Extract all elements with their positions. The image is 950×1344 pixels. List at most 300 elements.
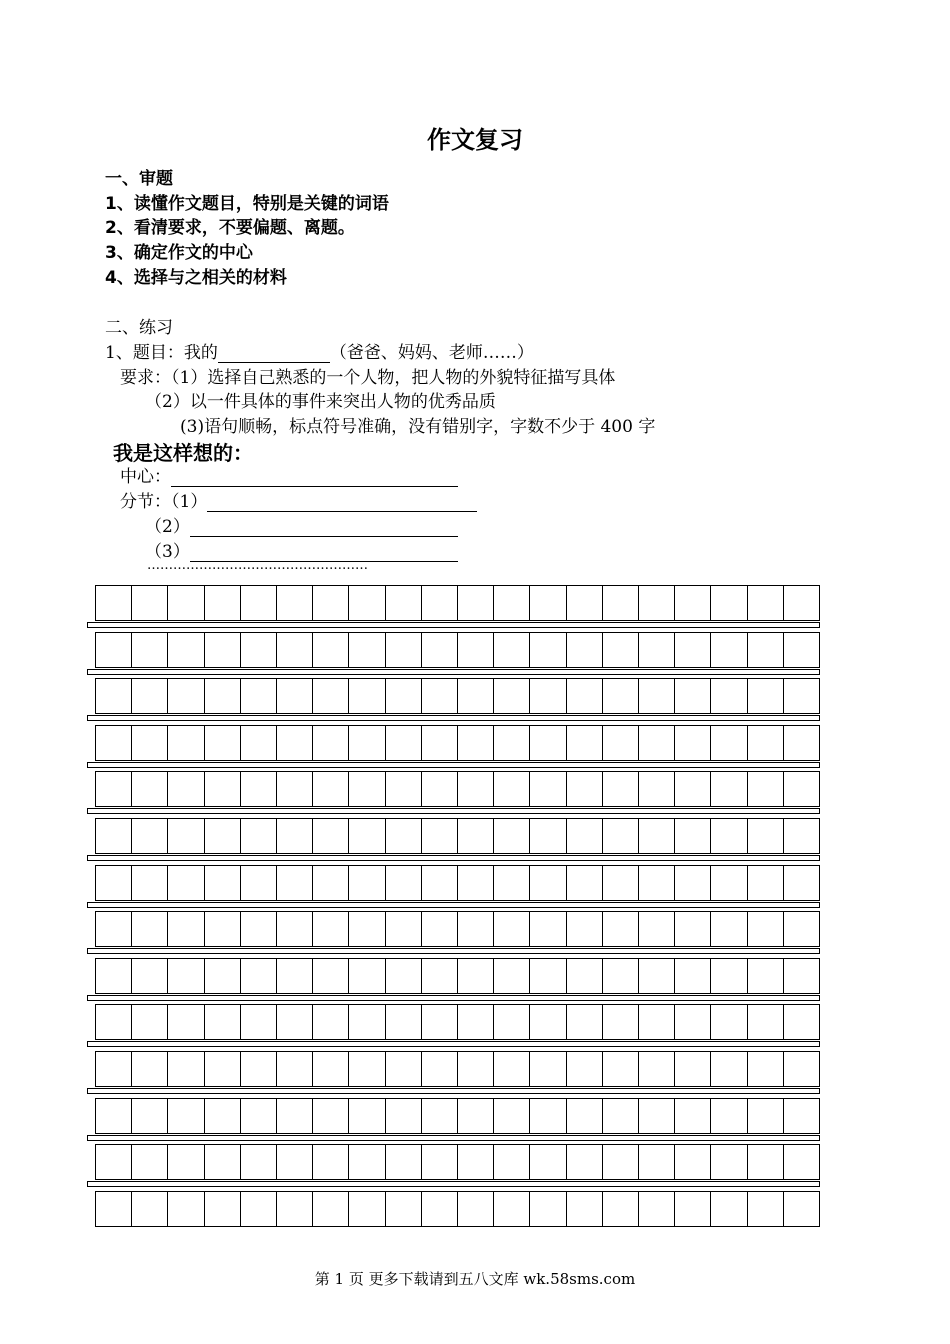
grid-cell[interactable]	[96, 772, 132, 806]
grid-cell[interactable]	[784, 1052, 819, 1086]
grid-cell[interactable]	[168, 772, 204, 806]
grid-cell[interactable]	[711, 866, 747, 900]
grid-cell[interactable]	[603, 912, 639, 946]
grid-cell[interactable]	[603, 959, 639, 993]
grid-cell[interactable]	[639, 633, 675, 667]
grid-cell[interactable]	[458, 726, 494, 760]
grid-cell[interactable]	[349, 772, 385, 806]
grid-cell[interactable]	[458, 912, 494, 946]
grid-cell[interactable]	[530, 1145, 566, 1179]
center-label: 中心：	[120, 467, 171, 487]
grid-row-separator	[87, 1181, 820, 1187]
grid-cell[interactable]	[530, 1192, 566, 1226]
grid-cell[interactable]	[96, 1099, 132, 1133]
grid-cell[interactable]	[313, 679, 349, 713]
grid-cell[interactable]	[458, 1005, 494, 1039]
grid-cell[interactable]	[422, 726, 458, 760]
grid-cell[interactable]	[748, 912, 784, 946]
grid-cell[interactable]	[748, 1052, 784, 1086]
grid-cell[interactable]	[132, 1192, 168, 1226]
grid-cell[interactable]	[205, 1145, 241, 1179]
grid-cell[interactable]	[603, 586, 639, 620]
grid-cell[interactable]	[277, 866, 313, 900]
grid-cell[interactable]	[748, 866, 784, 900]
grid-cell[interactable]	[349, 1005, 385, 1039]
grid-cell[interactable]	[168, 819, 204, 853]
grid-cell[interactable]	[277, 772, 313, 806]
grid-cell[interactable]	[711, 586, 747, 620]
grid-cell[interactable]	[748, 819, 784, 853]
grid-cell[interactable]	[349, 912, 385, 946]
grid-cell[interactable]	[639, 866, 675, 900]
grid-cell[interactable]	[567, 1052, 603, 1086]
grid-cell[interactable]	[132, 726, 168, 760]
grid-cell[interactable]	[168, 912, 204, 946]
grid-cell[interactable]	[386, 586, 422, 620]
grid-cell[interactable]	[784, 586, 819, 620]
grid-cell[interactable]	[458, 1145, 494, 1179]
topic-blank[interactable]	[218, 344, 330, 363]
grid-cell[interactable]	[530, 1099, 566, 1133]
grid-cell[interactable]	[530, 679, 566, 713]
grid-row-separator	[87, 669, 820, 675]
grid-cell[interactable]	[748, 586, 784, 620]
grid-cell[interactable]	[748, 1192, 784, 1226]
grid-cell[interactable]	[205, 819, 241, 853]
grid-cell[interactable]	[494, 1192, 530, 1226]
grid-cell[interactable]	[168, 1099, 204, 1133]
grid-cell[interactable]	[494, 772, 530, 806]
grid-cell[interactable]	[494, 633, 530, 667]
grid-cell[interactable]	[639, 959, 675, 993]
grid-cell[interactable]	[748, 772, 784, 806]
grid-cell[interactable]	[386, 772, 422, 806]
grid-cell[interactable]	[675, 772, 711, 806]
grid-cell[interactable]	[422, 633, 458, 667]
grid-cell[interactable]	[639, 1099, 675, 1133]
grid-cell[interactable]	[386, 959, 422, 993]
grid-cell[interactable]	[639, 1192, 675, 1226]
grid-cell[interactable]	[386, 633, 422, 667]
grid-row	[95, 771, 820, 807]
grid-cell[interactable]	[711, 726, 747, 760]
grid-cell[interactable]	[748, 1145, 784, 1179]
grid-cell[interactable]	[132, 959, 168, 993]
grid-cell[interactable]	[675, 1145, 711, 1179]
grid-cell[interactable]	[639, 772, 675, 806]
grid-cell[interactable]	[639, 1145, 675, 1179]
grid-cell[interactable]	[205, 726, 241, 760]
grid-cell[interactable]	[168, 1145, 204, 1179]
grid-cell[interactable]	[422, 866, 458, 900]
grid-cell[interactable]	[422, 1005, 458, 1039]
grid-cell[interactable]	[96, 679, 132, 713]
grid-cell[interactable]	[96, 912, 132, 946]
grid-cell[interactable]	[494, 1005, 530, 1039]
grid-row	[95, 1144, 820, 1180]
grid-cell[interactable]	[784, 1005, 819, 1039]
grid-cell[interactable]	[458, 586, 494, 620]
grid-cell[interactable]	[711, 1005, 747, 1039]
grid-cell[interactable]	[313, 633, 349, 667]
grid-cell[interactable]	[567, 586, 603, 620]
grid-cell[interactable]	[567, 866, 603, 900]
grid-cell[interactable]	[205, 959, 241, 993]
grid-cell[interactable]	[349, 819, 385, 853]
grid-cell[interactable]	[748, 726, 784, 760]
grid-cell[interactable]	[567, 1005, 603, 1039]
grid-cell[interactable]	[603, 866, 639, 900]
grid-cell[interactable]	[422, 586, 458, 620]
grid-cell[interactable]	[675, 633, 711, 667]
grid-cell[interactable]	[205, 679, 241, 713]
grid-cell[interactable]	[422, 959, 458, 993]
grid-cell[interactable]	[422, 1192, 458, 1226]
grid-cell[interactable]	[132, 819, 168, 853]
ellipsis: ……………………………………………	[147, 558, 368, 573]
grid-cell[interactable]	[277, 912, 313, 946]
grid-cell[interactable]	[313, 586, 349, 620]
grid-cell[interactable]	[205, 772, 241, 806]
grid-cell[interactable]	[784, 1192, 819, 1226]
section-3-label: （3）	[145, 542, 190, 562]
grid-cell[interactable]	[675, 586, 711, 620]
grid-cell[interactable]	[168, 679, 204, 713]
grid-cell[interactable]	[277, 1099, 313, 1133]
grid-cell[interactable]	[96, 1145, 132, 1179]
grid-cell[interactable]	[241, 726, 277, 760]
grid-cell[interactable]	[458, 959, 494, 993]
grid-cell[interactable]	[205, 1192, 241, 1226]
grid-cell[interactable]	[784, 633, 819, 667]
page-footer: 第 1 页 更多下载请到五八文库 wk.58sms.com	[314, 1270, 636, 1288]
grid-cell[interactable]	[313, 866, 349, 900]
grid-cell[interactable]	[784, 1099, 819, 1133]
grid-cell[interactable]	[530, 959, 566, 993]
grid-cell[interactable]	[603, 679, 639, 713]
grid-row	[95, 1051, 820, 1087]
grid-cell[interactable]	[530, 819, 566, 853]
grid-cell[interactable]	[530, 1052, 566, 1086]
grid-cell[interactable]	[458, 819, 494, 853]
grid-cell[interactable]	[784, 679, 819, 713]
grid-cell[interactable]	[132, 772, 168, 806]
grid-cell[interactable]	[277, 586, 313, 620]
grid-cell[interactable]	[422, 679, 458, 713]
grid-cell[interactable]	[567, 772, 603, 806]
grid-cell[interactable]	[458, 1192, 494, 1226]
grid-cell[interactable]	[349, 586, 385, 620]
grid-cell[interactable]	[313, 1099, 349, 1133]
grid-cell[interactable]	[494, 819, 530, 853]
grid-cell[interactable]	[386, 1052, 422, 1086]
grid-cell[interactable]	[567, 1192, 603, 1226]
grid-cell[interactable]	[748, 959, 784, 993]
grid-cell[interactable]	[349, 633, 385, 667]
grid-cell[interactable]	[386, 912, 422, 946]
section1-item-3: 3、确定作文的中心	[105, 243, 253, 263]
grid-cell[interactable]	[639, 679, 675, 713]
grid-cell[interactable]	[168, 726, 204, 760]
grid-cell[interactable]	[205, 586, 241, 620]
grid-cell[interactable]	[711, 1052, 747, 1086]
grid-cell[interactable]	[675, 912, 711, 946]
grid-cell[interactable]	[241, 1005, 277, 1039]
grid-cell[interactable]	[530, 772, 566, 806]
grid-cell[interactable]	[748, 1005, 784, 1039]
requirement-1: 要求：（1）选择自己熟悉的一个人物，把人物的外貌特征描写具体	[120, 368, 616, 388]
grid-cell[interactable]	[313, 726, 349, 760]
grid-cell[interactable]	[313, 1145, 349, 1179]
grid-cell[interactable]	[603, 1099, 639, 1133]
grid-cell[interactable]	[784, 772, 819, 806]
grid-cell[interactable]	[422, 1052, 458, 1086]
grid-cell[interactable]	[205, 1005, 241, 1039]
grid-cell[interactable]	[603, 633, 639, 667]
grid-cell[interactable]	[748, 633, 784, 667]
grid-cell[interactable]	[277, 679, 313, 713]
grid-cell[interactable]	[349, 1192, 385, 1226]
grid-cell[interactable]	[675, 679, 711, 713]
grid-cell[interactable]	[349, 959, 385, 993]
grid-cell[interactable]	[639, 1052, 675, 1086]
grid-cell[interactable]	[639, 1005, 675, 1039]
grid-cell[interactable]	[675, 866, 711, 900]
grid-cell[interactable]	[168, 866, 204, 900]
grid-cell[interactable]	[313, 959, 349, 993]
grid-cell[interactable]	[784, 819, 819, 853]
grid-row-separator	[87, 902, 820, 908]
grid-cell[interactable]	[711, 1099, 747, 1133]
grid-cell[interactable]	[458, 772, 494, 806]
grid-cell[interactable]	[494, 679, 530, 713]
grid-cell[interactable]	[241, 679, 277, 713]
grid-cell[interactable]	[675, 819, 711, 853]
center-blank[interactable]	[171, 468, 458, 487]
grid-cell[interactable]	[349, 726, 385, 760]
grid-cell[interactable]	[386, 866, 422, 900]
grid-cell[interactable]	[277, 633, 313, 667]
grid-cell[interactable]	[349, 679, 385, 713]
section1-item-2: 2、看清要求，不要偏题、离题。	[105, 218, 355, 238]
grid-cell[interactable]	[494, 1145, 530, 1179]
grid-cell[interactable]	[277, 1192, 313, 1226]
grid-cell[interactable]	[277, 726, 313, 760]
grid-cell[interactable]	[313, 772, 349, 806]
grid-cell[interactable]	[639, 726, 675, 760]
grid-cell[interactable]	[603, 1145, 639, 1179]
grid-cell[interactable]	[386, 679, 422, 713]
grid-cell[interactable]	[603, 772, 639, 806]
grid-cell[interactable]	[96, 726, 132, 760]
grid-cell[interactable]	[277, 1005, 313, 1039]
grid-cell[interactable]	[422, 1099, 458, 1133]
grid-cell[interactable]	[96, 1192, 132, 1226]
grid-cell[interactable]	[132, 586, 168, 620]
grid-cell[interactable]	[458, 1099, 494, 1133]
grid-cell[interactable]	[567, 726, 603, 760]
grid-cell[interactable]	[313, 1005, 349, 1039]
grid-cell[interactable]	[711, 1145, 747, 1179]
grid-cell[interactable]	[675, 1005, 711, 1039]
grid-cell[interactable]	[748, 679, 784, 713]
grid-cell[interactable]	[603, 819, 639, 853]
grid-cell[interactable]	[711, 679, 747, 713]
grid-cell[interactable]	[567, 912, 603, 946]
grid-cell[interactable]	[313, 819, 349, 853]
grid-cell[interactable]	[277, 819, 313, 853]
grid-cell[interactable]	[349, 866, 385, 900]
grid-cell[interactable]	[711, 772, 747, 806]
grid-cell[interactable]	[132, 1005, 168, 1039]
grid-cell[interactable]	[241, 1099, 277, 1133]
grid-cell[interactable]	[603, 1052, 639, 1086]
grid-cell[interactable]	[784, 726, 819, 760]
grid-cell[interactable]	[132, 912, 168, 946]
grid-cell[interactable]	[132, 633, 168, 667]
grid-cell[interactable]	[241, 866, 277, 900]
grid-cell[interactable]	[277, 959, 313, 993]
grid-cell[interactable]	[313, 1052, 349, 1086]
grid-cell[interactable]	[386, 1145, 422, 1179]
grid-cell[interactable]	[458, 633, 494, 667]
grid-cell[interactable]	[96, 959, 132, 993]
grid-cell[interactable]	[96, 1005, 132, 1039]
grid-cell[interactable]	[349, 1145, 385, 1179]
grid-cell[interactable]	[96, 633, 132, 667]
grid-cell[interactable]	[386, 726, 422, 760]
section2-heading: 二、练习	[105, 318, 173, 338]
grid-cell[interactable]	[241, 633, 277, 667]
grid-cell[interactable]	[241, 819, 277, 853]
grid-cell[interactable]	[205, 1099, 241, 1133]
grid-cell[interactable]	[530, 586, 566, 620]
grid-cell[interactable]	[494, 726, 530, 760]
grid-cell[interactable]	[132, 1145, 168, 1179]
grid-cell[interactable]	[567, 819, 603, 853]
grid-cell[interactable]	[567, 1145, 603, 1179]
grid-cell[interactable]	[386, 1099, 422, 1133]
grid-cell[interactable]	[422, 819, 458, 853]
grid-cell[interactable]	[241, 1145, 277, 1179]
grid-cell[interactable]	[168, 1192, 204, 1226]
grid-cell[interactable]	[132, 1052, 168, 1086]
grid-cell[interactable]	[313, 912, 349, 946]
grid-cell[interactable]	[748, 1099, 784, 1133]
grid-cell[interactable]	[567, 959, 603, 993]
grid-cell[interactable]	[494, 866, 530, 900]
grid-cell[interactable]	[494, 1052, 530, 1086]
grid-cell[interactable]	[675, 1099, 711, 1133]
grid-cell[interactable]	[205, 912, 241, 946]
grid-cell[interactable]	[603, 1192, 639, 1226]
grid-cell[interactable]	[458, 1052, 494, 1086]
grid-cell[interactable]	[277, 1052, 313, 1086]
grid-cell[interactable]	[241, 586, 277, 620]
grid-cell[interactable]	[422, 1145, 458, 1179]
grid-cell[interactable]	[241, 772, 277, 806]
grid-cell[interactable]	[458, 679, 494, 713]
grid-cell[interactable]	[711, 633, 747, 667]
grid-cell[interactable]	[168, 586, 204, 620]
grid-cell[interactable]	[132, 866, 168, 900]
grid-cell[interactable]	[494, 912, 530, 946]
grid-cell[interactable]	[386, 819, 422, 853]
grid-cell[interactable]	[349, 1052, 385, 1086]
grid-cell[interactable]	[784, 866, 819, 900]
grid-cell[interactable]	[96, 866, 132, 900]
grid-cell[interactable]	[494, 959, 530, 993]
grid-cell[interactable]	[313, 1192, 349, 1226]
grid-cell[interactable]	[422, 772, 458, 806]
grid-cell[interactable]	[639, 819, 675, 853]
grid-cell[interactable]	[494, 586, 530, 620]
grid-cell[interactable]	[168, 1005, 204, 1039]
grid-cell[interactable]	[784, 959, 819, 993]
grid-row	[95, 911, 820, 947]
grid-cell[interactable]	[422, 912, 458, 946]
grid-cell[interactable]	[96, 1052, 132, 1086]
grid-cell[interactable]	[711, 912, 747, 946]
grid-cell[interactable]	[241, 1052, 277, 1086]
grid-cell[interactable]	[567, 679, 603, 713]
grid-cell[interactable]	[603, 726, 639, 760]
grid-cell[interactable]	[639, 912, 675, 946]
section-1-blank[interactable]	[207, 493, 477, 512]
grid-cell[interactable]	[784, 912, 819, 946]
grid-cell[interactable]	[168, 959, 204, 993]
grid-cell[interactable]	[458, 866, 494, 900]
topic-prefix: 1、题目：我的	[105, 343, 218, 363]
grid-cell[interactable]	[639, 586, 675, 620]
grid-cell[interactable]	[784, 1145, 819, 1179]
grid-cell[interactable]	[205, 1052, 241, 1086]
grid-cell[interactable]	[96, 586, 132, 620]
grid-cell[interactable]	[711, 819, 747, 853]
grid-cell[interactable]	[711, 959, 747, 993]
grid-cell[interactable]	[711, 1192, 747, 1226]
grid-cell[interactable]	[241, 1192, 277, 1226]
grid-cell[interactable]	[168, 1052, 204, 1086]
section-2-blank[interactable]	[190, 518, 458, 537]
grid-cell[interactable]	[96, 819, 132, 853]
grid-cell[interactable]	[530, 726, 566, 760]
grid-cell[interactable]	[530, 912, 566, 946]
grid-cell[interactable]	[530, 866, 566, 900]
grid-cell[interactable]	[603, 1005, 639, 1039]
grid-cell[interactable]	[205, 866, 241, 900]
grid-cell[interactable]	[132, 1099, 168, 1133]
grid-cell[interactable]	[675, 1052, 711, 1086]
grid-cell[interactable]	[386, 1192, 422, 1226]
grid-cell[interactable]	[241, 959, 277, 993]
grid-cell[interactable]	[530, 1005, 566, 1039]
grid-cell[interactable]	[277, 1145, 313, 1179]
grid-cell[interactable]	[205, 633, 241, 667]
grid-cell[interactable]	[675, 726, 711, 760]
grid-cell[interactable]	[349, 1099, 385, 1133]
grid-cell[interactable]	[132, 679, 168, 713]
grid-cell[interactable]	[494, 1099, 530, 1133]
grid-cell[interactable]	[386, 1005, 422, 1039]
grid-cell[interactable]	[530, 633, 566, 667]
grid-cell[interactable]	[675, 1192, 711, 1226]
grid-cell[interactable]	[241, 912, 277, 946]
grid-cell[interactable]	[567, 633, 603, 667]
grid-cell[interactable]	[675, 959, 711, 993]
grid-cell[interactable]	[168, 633, 204, 667]
grid-cell[interactable]	[567, 1099, 603, 1133]
